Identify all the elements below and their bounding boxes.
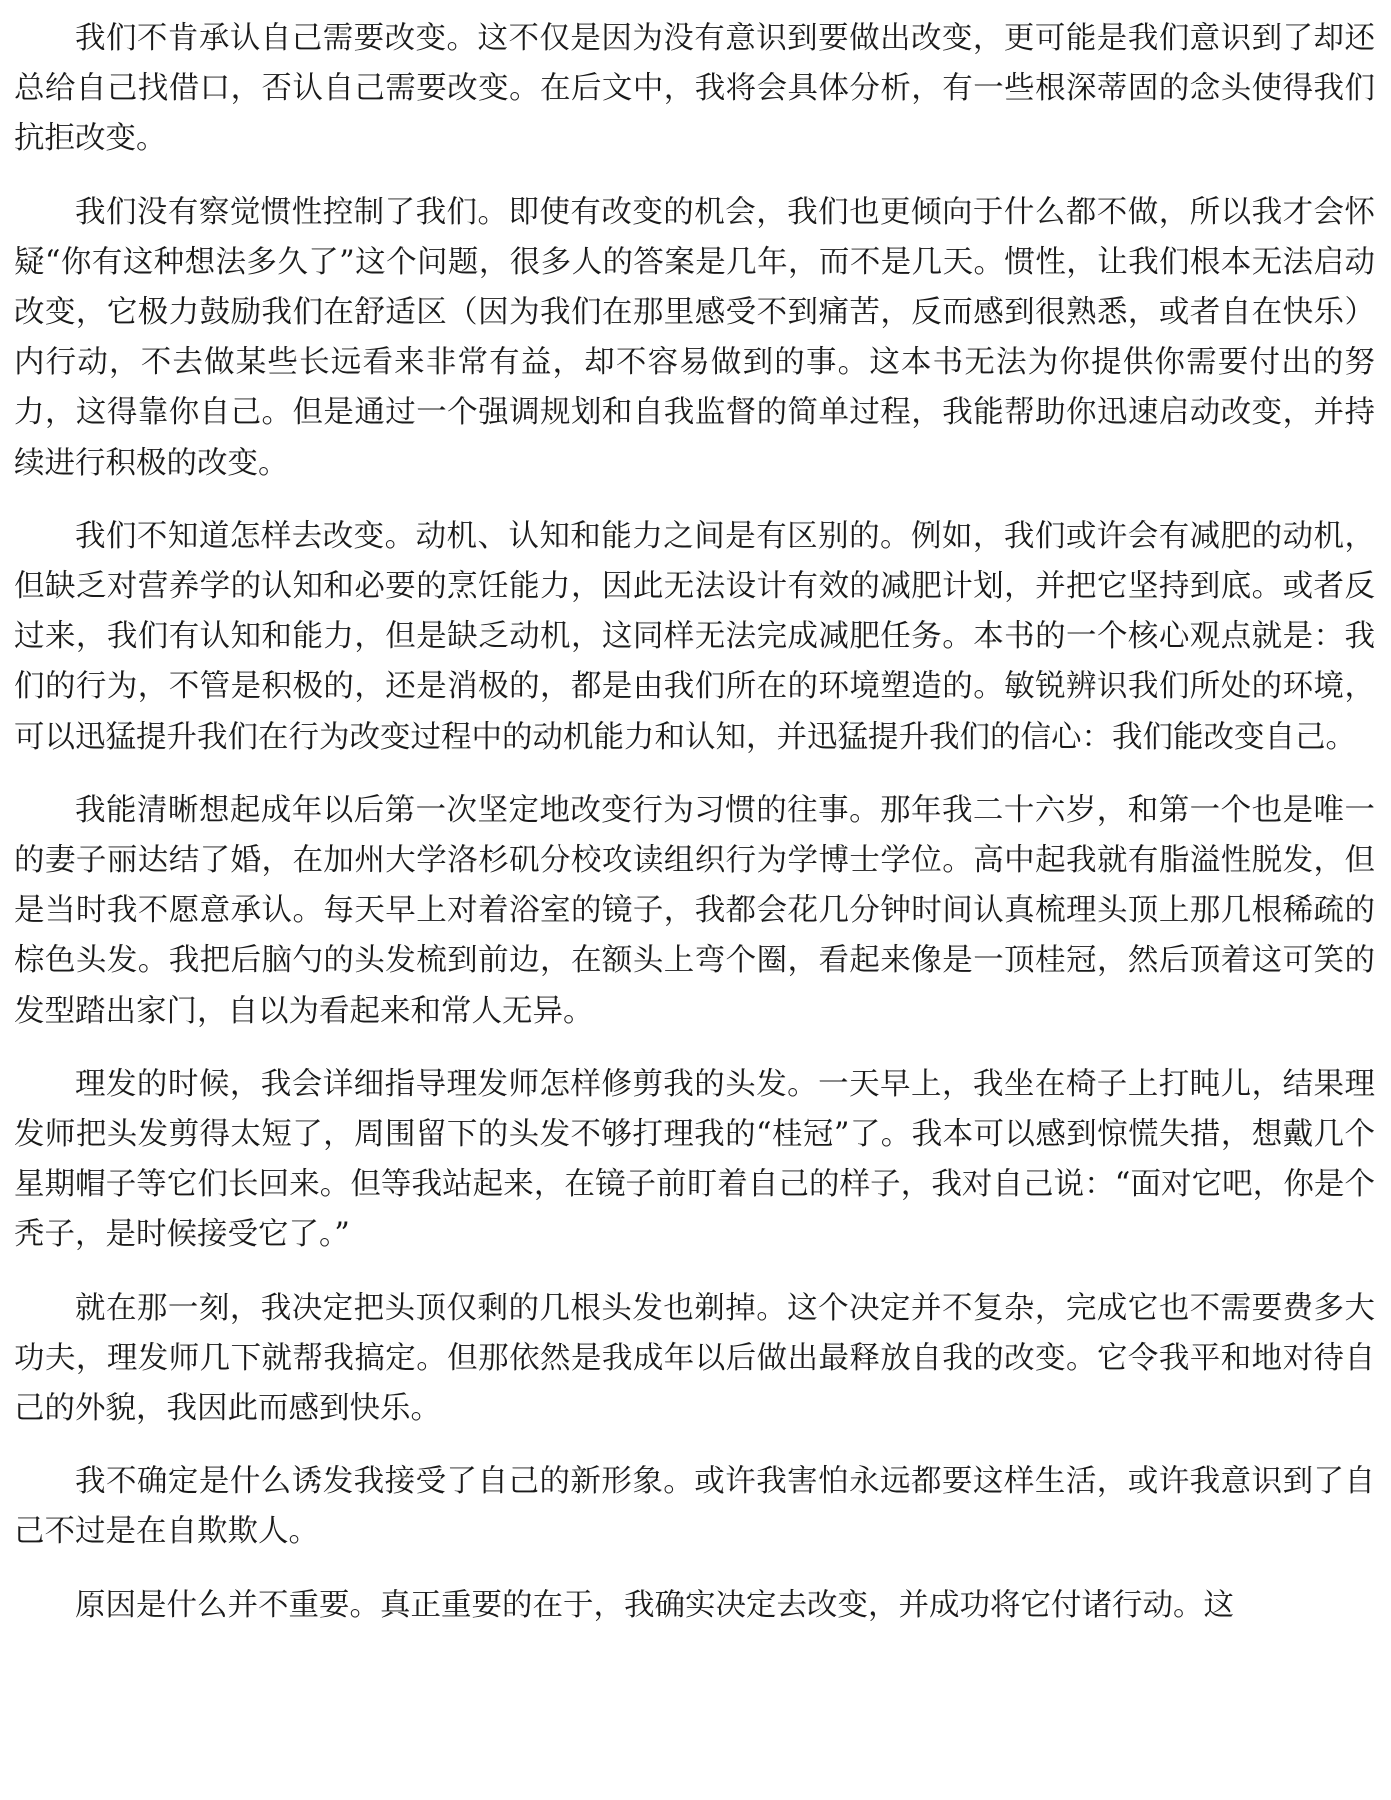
paragraph-8: 原因是什么并不重要。真正重要的在于，我确实决定去改变，并成功将它付诸行动。这 bbox=[75, 1587, 1234, 1623]
paragraph-6: 就在那一刻，我决定把头顶仅剩的几根头发也剃掉。这个决定并不复杂，完成它也不需要费多大功夫，理发师几下就帮我搞定。但那依然是我成年以后做出最释放自我的改变。它令我平和地对待自己的外貌，我因此而感到快乐。 bbox=[14, 1290, 1375, 1427]
paragraph-2: 我们没有察觉惯性控制了我们。即使有改变的机会，我们也更倾向于什么都不做，所以我才会怀疑“你有这种想法多久了”这个问题，很多人的答案是几年，而不是几天。惯性，让我们根本无法启动改变，它极力鼓励我们在舒适区（因为我们在那里感受不到痛苦，反而感到很熟悉，或者自在快乐）内行动，不去做某些长远看来非常有益，却不容易做到的事。这本书无法为你提供你需要付出的努力，这得靠你自己。但是通过一个强调规划和自我监督的简单过程，我能帮助你迅速启动改变，并持续进行积极的改变。 bbox=[14, 194, 1375, 481]
paragraph-5: 理发的时候，我会详细指导理发师怎样修剪我的头发。一天早上，我坐在椅子上打盹儿，结果理发师把头发剪得太短了，周围留下的头发不够打理我的“桂冠”了。我本可以感到惊慌失措，想戴几个星期帽子等它们长回来。但等我站起来，在镜子前盯着自己的样子，我对自己说：“面对它吧，你是个秃子，是时候接受它了。” bbox=[14, 1066, 1375, 1253]
paragraph-4: 我能清晰想起成年以后第一次坚定地改变行为习惯的往事。那年我二十六岁，和第一个也是唯一的妻子丽达结了婚，在加州大学洛杉矶分校攻读组织行为学博士学位。高中起我就有脂溢性脱发，但是当时我不愿意承认。每天早上对着浴室的镜子，我都会花几分钟时间认真梳理头顶上那几根稀疏的棕色头发。我把后脑勺的头发梳到前边，在额头上弯个圈，看起来像是一顶桂冠，然后顶着这可笑的发型踏出家门，自以为看起来和常人无异。 bbox=[14, 792, 1375, 1029]
paragraph-3: 我们不知道怎样去改变。动机、认知和能力之间是有区别的。例如，我们或许会有减肥的动机，但缺乏对营养学的认知和必要的烹饪能力，因此无法设计有效的减肥计划，并把它坚持到底。或者反过来，我们有认知和能力，但是缺乏动机，这同样无法完成减肥任务。本书的一个核心观点就是：我们的行为，不管是积极的，还是消极的，都是由我们所在的环境塑造的。敏锐辨识我们所处的环境，可以迅猛提升我们在行为改变过程中的动机能力和认知，并迅猛提升我们的信心：我们能改变自己。 bbox=[14, 518, 1375, 755]
paragraph-1: 我们不肯承认自己需要改变。这不仅是因为没有意识到要做出改变，更可能是我们意识到了却还总给自己找借口，否认自己需要改变。在后文中，我将会具体分析，有一些根深蒂固的念头使得我们抗拒改变。 bbox=[14, 21, 1375, 157]
paragraph-7: 我不确定是什么诱发我接受了自己的新形象。或许我害怕永远都要这样生活，或许我意识到了自己不过是在自欺欺人。 bbox=[14, 1464, 1375, 1550]
